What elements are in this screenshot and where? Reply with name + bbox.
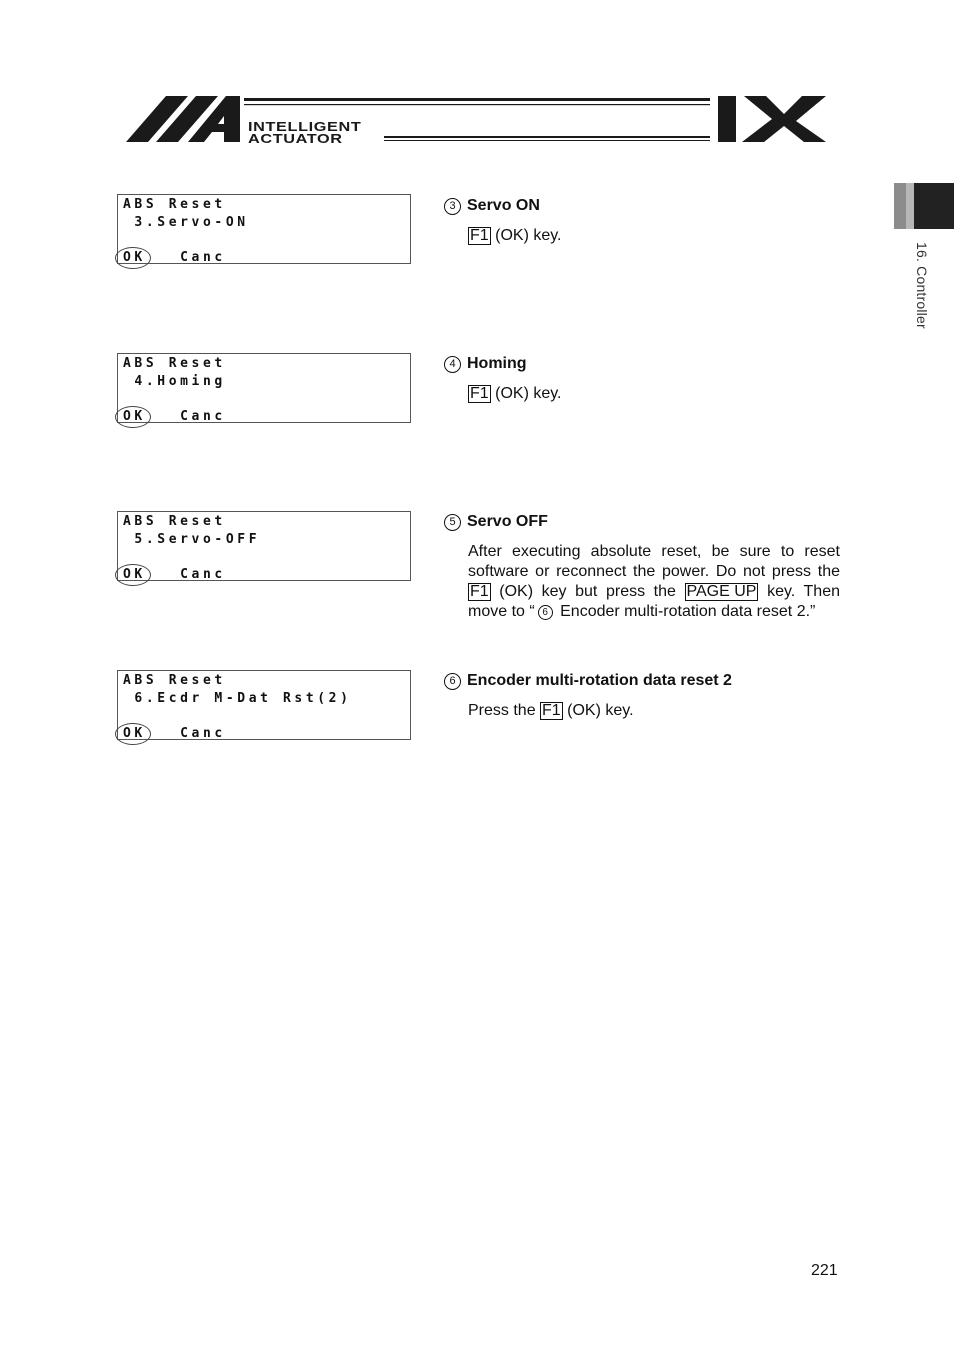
chapter-label: 16. Controller — [914, 242, 930, 329]
step-homing — [444, 354, 840, 404]
step-title: Servo OFF — [467, 513, 548, 530]
ok-highlight-circle — [115, 247, 151, 269]
lcd-line-2: 5.Servo-OFF — [123, 532, 261, 547]
key-page-up: PAGE UP — [686, 583, 757, 600]
step-title: Encoder multi-rotation data reset 2 — [467, 672, 732, 689]
chapter-tab-marker — [894, 183, 954, 229]
key-f1: F1 — [542, 702, 561, 719]
lcd-softkey-line: OK Canc — [123, 726, 226, 741]
lcd-line-2: 3.Servo-ON — [123, 215, 249, 230]
lcd-softkey-line: OK Canc — [123, 250, 226, 265]
ok-highlight-circle — [115, 723, 151, 745]
step-number-icon: 6 — [444, 673, 461, 690]
step-title: Homing — [467, 355, 527, 372]
lcd-line-1: ABS Reset — [123, 673, 226, 688]
key-f1: F1 — [470, 227, 489, 244]
step-number-icon: 4 — [444, 356, 461, 373]
lcd-screen-servo-on — [117, 194, 411, 264]
step-ref-number-icon: 6 — [538, 605, 553, 620]
step-number-icon: 5 — [444, 514, 461, 531]
ok-highlight-circle — [115, 564, 151, 586]
step-title: Servo ON — [467, 197, 540, 214]
lcd-line-1: ABS Reset — [123, 356, 226, 371]
lcd-line-2: 4.Homing — [123, 374, 226, 389]
step-instruction: F1 (OK) key. — [470, 385, 562, 402]
step-instruction: After executing absolute reset, be sure to reset software or reconnect the power. Do not press the F1 (OK) key but press the PAGE UP key. Then move to “ 6 Encoder multi-rotation data reset 2.” — [468, 543, 840, 620]
brand-name-line1: INTELLIGENT — [248, 119, 362, 134]
lcd-screen-encoder-reset-2 — [117, 670, 411, 740]
ia-logo — [126, 94, 826, 146]
step-instruction: Press the F1 (OK) key. — [468, 702, 634, 719]
lcd-line-1: ABS Reset — [123, 514, 226, 529]
ia-logo-mark — [126, 94, 826, 146]
step-servo-off — [444, 512, 840, 622]
brand-name-line2: ACTUATOR — [248, 131, 343, 146]
lcd-line-2: 6.Ecdr M-Dat Rst(2) — [123, 691, 352, 706]
step-servo-on — [444, 196, 840, 246]
page-number: 221 — [811, 1262, 838, 1279]
lcd-softkey-line: OK Canc — [123, 409, 226, 424]
step-number-icon: 3 — [444, 198, 461, 215]
step-instruction: F1 (OK) key. — [470, 227, 562, 244]
key-f1: F1 — [470, 583, 489, 600]
lcd-softkey-line: OK Canc — [123, 567, 226, 582]
lcd-line-1: ABS Reset — [123, 197, 226, 212]
key-f1: F1 — [470, 385, 489, 402]
step-encoder-reset-2 — [444, 671, 840, 721]
lcd-screen-homing — [117, 353, 411, 423]
ok-highlight-circle — [115, 406, 151, 428]
lcd-screen-servo-off — [117, 511, 411, 581]
